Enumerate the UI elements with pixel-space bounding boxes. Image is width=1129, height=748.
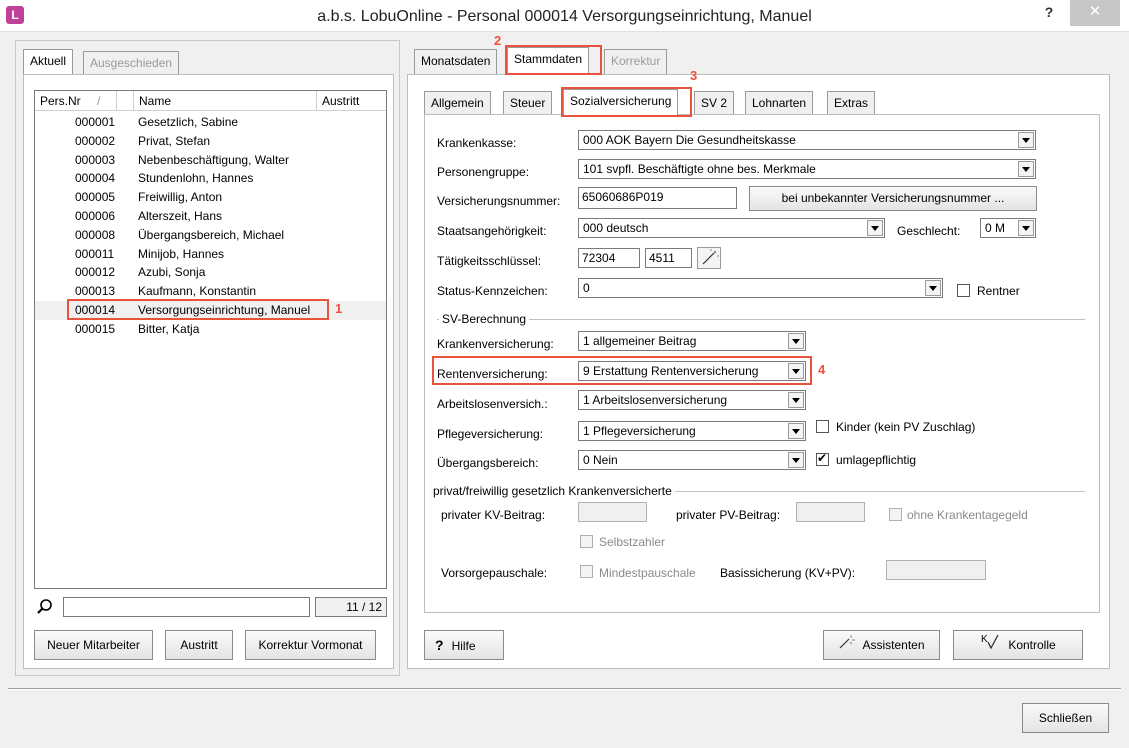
row-persnr: 000015: [75, 321, 116, 336]
privater-kv-beitrag-input[interactable]: [578, 502, 647, 522]
help-icon[interactable]: ?: [1044, 4, 1054, 20]
ohne-krankentagegeld-label: ohne Krankentagegeld: [907, 508, 1028, 522]
tab-sozialversicherung[interactable]: Sozialversicherung: [563, 89, 678, 115]
highlight-stammdaten: [505, 45, 602, 75]
title-bar: [0, 0, 1129, 32]
col-persnr[interactable]: Pers.Nr /: [35, 91, 117, 111]
mindestpauschale-checkbox[interactable]: [580, 565, 593, 578]
row-name: Nebenbeschäftigung, Walter: [138, 152, 289, 167]
annotation-2: 2: [494, 33, 502, 48]
status-kennzeichen-label: Status-Kennzeichen:: [437, 284, 548, 298]
status-kennzeichen-select[interactable]: 0: [578, 278, 943, 298]
annotation-1: 1: [335, 301, 343, 316]
row-name: Minijob, Hannes: [138, 246, 225, 261]
tab-lohnarten[interactable]: Lohnarten: [745, 91, 813, 114]
highlight-rentenversicherung: [432, 356, 812, 385]
table-row[interactable]: [35, 320, 386, 339]
table-row[interactable]: [35, 169, 386, 188]
assistenten-button[interactable]: Assistenten: [823, 630, 940, 660]
pflegeversicherung-label: Pflegeversicherung:: [437, 427, 544, 441]
tab-korrektur[interactable]: Korrektur: [604, 49, 667, 74]
list-count: 11 / 12: [315, 597, 387, 617]
highlight-sozialversicherung: [561, 87, 692, 117]
rentenversicherung-label: Rentenversicherung:: [437, 367, 548, 381]
chevron-down-icon: [788, 452, 804, 468]
tab-aktuell[interactable]: Aktuell: [23, 49, 73, 74]
row-persnr: 000002: [75, 133, 116, 148]
uebergangsbereich-label: Übergangsbereich:: [437, 456, 539, 470]
tab-allgemein[interactable]: Allgemein: [424, 91, 491, 114]
chevron-down-icon: [788, 392, 804, 408]
row-persnr: 000012: [75, 265, 116, 280]
row-name: Versorgungseinrichtung, Manuel: [138, 303, 311, 317]
row-name: Gesetzlich, Sabine: [138, 115, 239, 129]
row-persnr: 000004: [75, 171, 116, 186]
chevron-down-icon: [1018, 220, 1034, 236]
tab-extras[interactable]: Extras: [827, 91, 875, 114]
selbstzahler-label: Selbstzahler: [599, 535, 666, 549]
taetigkeitsschluessel-input-1[interactable]: 72304: [578, 248, 640, 268]
table-row[interactable]: [35, 113, 386, 132]
tab-steuer[interactable]: Steuer: [503, 91, 552, 114]
arbeitslosenversicherung-select[interactable]: 1 Arbeitslosenversicherung: [578, 390, 806, 410]
rentner-checkbox[interactable]: [957, 284, 970, 297]
taetigkeitsschluessel-label: Tätigkeitsschlüssel:: [437, 254, 542, 268]
chevron-down-icon: [867, 220, 883, 236]
privater-kv-beitrag-label: privater KV-Beitrag:: [441, 508, 546, 522]
basissicherung-input[interactable]: [886, 560, 986, 580]
lobu-app-icon[interactable]: L: [6, 6, 24, 24]
row-name: Übergangsbereich, Michael: [138, 227, 285, 242]
pflegeversicherung-select[interactable]: 1 Pflegeversicherung: [578, 421, 806, 441]
wizard-wand-icon[interactable]: [697, 247, 721, 269]
versicherungsnummer-input[interactable]: 65060686P019: [578, 187, 737, 209]
sv-berechnung-group-label: SV-Berechnung: [439, 312, 529, 326]
krankenkasse-label: Krankenkasse:: [437, 136, 517, 150]
tab-ausgeschieden[interactable]: Ausgeschieden: [83, 51, 179, 74]
table-row[interactable]: [35, 188, 386, 207]
svg-text:K: K: [981, 633, 988, 645]
highlight-selected-row: [67, 299, 329, 320]
personengruppe-label: Personengruppe:: [437, 165, 530, 179]
privater-pv-beitrag-label: privater PV-Beitrag:: [676, 508, 781, 522]
table-row[interactable]: [35, 245, 386, 264]
row-persnr: 000001: [75, 115, 116, 129]
austritt-button[interactable]: Austritt: [165, 630, 233, 660]
row-persnr: 000011: [75, 246, 115, 261]
arbeitslosenversicherung-label: Arbeitslosenversich.:: [437, 397, 548, 411]
privater-pv-beitrag-input[interactable]: [796, 502, 865, 522]
col-austritt[interactable]: Austritt: [322, 94, 360, 108]
employee-list[interactable]: [34, 90, 387, 589]
chevron-down-icon: [788, 333, 804, 349]
search-icon[interactable]: [36, 598, 54, 616]
table-row[interactable]: [35, 151, 386, 170]
list-header: [35, 91, 386, 111]
korrektur-vormonat-button[interactable]: Korrektur Vormonat: [245, 630, 376, 660]
row-persnr: 000014: [75, 303, 116, 317]
row-persnr: 000008: [75, 227, 116, 242]
annotation-3: 3: [690, 68, 698, 83]
row-name: Stundenlohn, Hannes: [138, 171, 254, 186]
row-persnr: 000006: [75, 209, 116, 223]
row-persnr: 000013: [75, 284, 116, 299]
schliessen-button[interactable]: Schließen: [1022, 703, 1109, 733]
table-row[interactable]: [35, 263, 386, 282]
row-name: Azubi, Sonja: [138, 265, 206, 280]
row-name: Alterszeit, Hans: [138, 209, 223, 223]
unbekannte-versicherungsnummer-button[interactable]: bei unbekannter Versicherungsnummer ...: [749, 186, 1037, 211]
umlagepflichtig-checkbox[interactable]: [816, 453, 829, 466]
chevron-down-icon: [925, 280, 941, 296]
chevron-down-icon: [1018, 161, 1034, 177]
mindestpauschale-label: Mindestpauschale: [599, 566, 696, 580]
ohne-krankentagegeld-checkbox[interactable]: [889, 508, 902, 521]
row-name: Privat, Stefan: [138, 133, 211, 148]
col-sort[interactable]: [117, 91, 134, 111]
question-icon: ?: [435, 637, 444, 653]
wizard-icon: [838, 632, 856, 660]
tab-monatsdaten[interactable]: Monatsdaten: [414, 49, 497, 74]
kontrolle-button[interactable]: K Kontrolle: [953, 630, 1083, 660]
table-row[interactable]: [35, 226, 386, 245]
krankenversicherung-select[interactable]: 1 allgemeiner Beitrag: [578, 331, 806, 351]
neuer-mitarbeiter-button[interactable]: Neuer Mitarbeiter: [34, 630, 153, 660]
staatsangehoerigkeit-label: Staatsangehörigkeit:: [437, 224, 547, 238]
rentner-label: Rentner: [977, 284, 1020, 298]
row-persnr: 000003: [75, 152, 116, 167]
window-title: a.b.s. LobuOnline - Personal 000014 Versorgungseinrichtung, Manuel: [317, 8, 812, 25]
annotation-4: 4: [818, 362, 826, 377]
row-name: Bitter, Katja: [138, 321, 200, 336]
krankenversicherung-label: Krankenversicherung:: [437, 337, 554, 351]
search-input[interactable]: [63, 597, 310, 617]
privat-group-label: privat/freiwillig gesetzlich Krankenversicherte: [430, 484, 675, 498]
hilfe-button[interactable]: ? Hilfe: [424, 630, 504, 660]
row-persnr: 000005: [75, 190, 116, 205]
geschlecht-select[interactable]: 0 M: [980, 218, 1036, 238]
taetigkeitsschluessel-input-2[interactable]: 4511: [645, 248, 692, 268]
geschlecht-label: Geschlecht:: [897, 224, 961, 238]
footer-divider-highlight: [8, 689, 1121, 690]
uebergangsbereich-select[interactable]: 0 Nein: [578, 450, 806, 470]
rentenversicherung-select[interactable]: 9 Erstattung Rentenversicherung: [578, 361, 806, 381]
kv-check-icon: [980, 632, 1000, 660]
krankenkasse-select[interactable]: 000 AOK Bayern Die Gesundheitskasse: [578, 130, 1036, 150]
close-button[interactable]: ✕: [1070, 0, 1120, 26]
sv-group-divider: [437, 319, 1085, 320]
basissicherung-label: Basissicherung (KV+PV):: [720, 566, 856, 580]
tab-sv2[interactable]: SV 2: [694, 91, 734, 114]
personengruppe-select[interactable]: 101 svpfl. Beschäftigte ohne bes. Merkmale: [578, 159, 1036, 179]
kinder-label: Kinder (kein PV Zuschlag): [836, 420, 976, 434]
selbstzahler-checkbox[interactable]: [580, 535, 593, 548]
vorsorgepauschale-label: Vorsorgepauschale:: [441, 566, 548, 580]
tab-stammdaten[interactable]: Stammdaten: [507, 47, 589, 75]
row-name: Kaufmann, Konstantin: [138, 284, 257, 299]
row-name: Freiwillig, Anton: [138, 190, 223, 205]
col-name[interactable]: Name: [134, 91, 317, 111]
kinder-checkbox[interactable]: [816, 420, 829, 433]
staatsangehoerigkeit-select[interactable]: 000 deutsch: [578, 218, 885, 238]
chevron-down-icon: [788, 423, 804, 439]
table-row[interactable]: [35, 132, 386, 151]
table-row[interactable]: [35, 207, 386, 226]
versicherungsnummer-label: Versicherungsnummer:: [437, 194, 561, 208]
umlagepflichtig-label: umlagepflichtig: [836, 453, 917, 467]
chevron-down-icon: [1018, 132, 1034, 148]
